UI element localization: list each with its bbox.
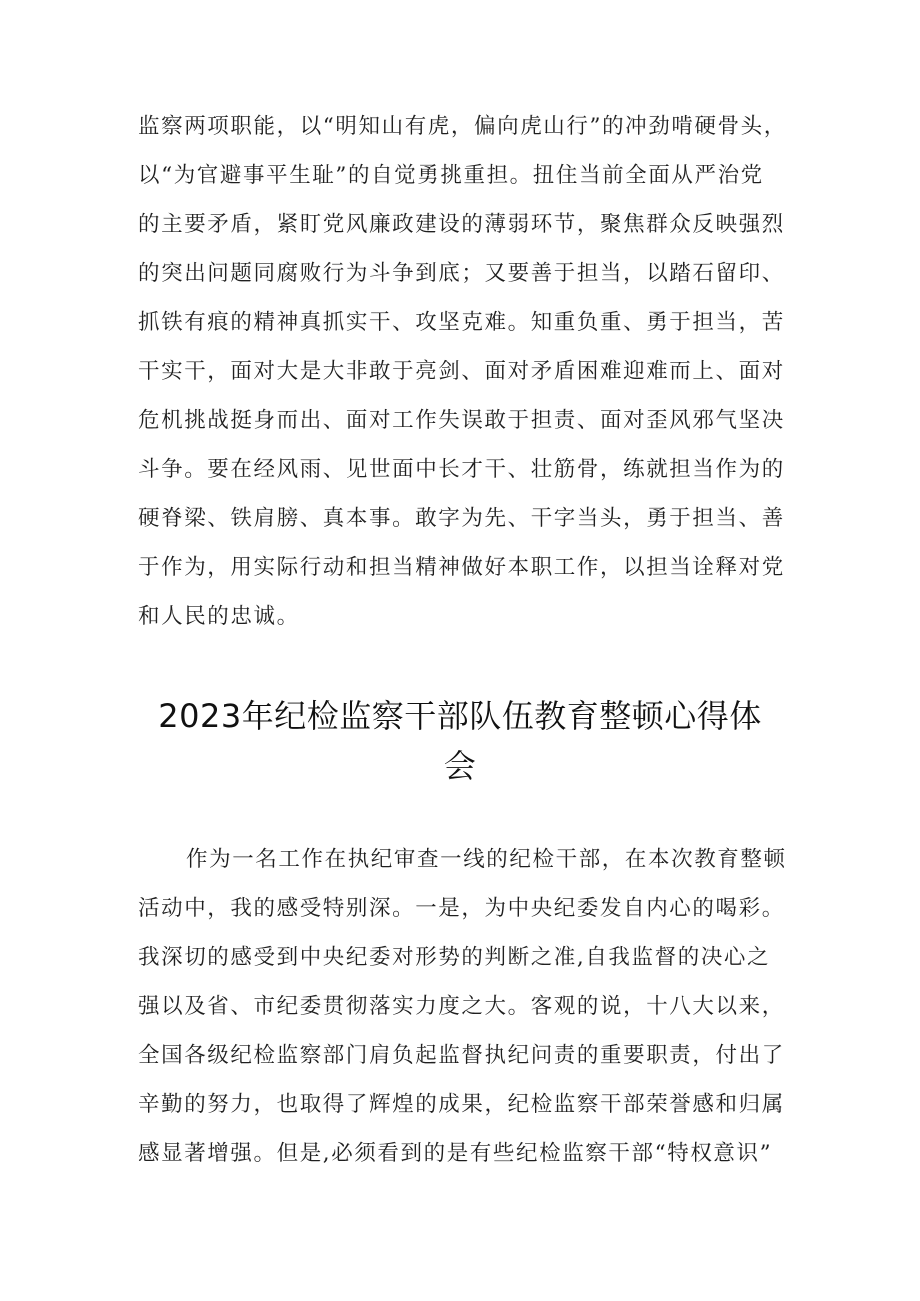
section1-line-6: 干实干，面对大是大非敢于亮剑、面对矛盾困难迎难而上、面对 [138,359,785,384]
section1-line-9: 硬脊梁、铁肩膀、真本事。敢字为先、干字当头，勇于担当、善 [138,506,785,531]
section1-line-7: 危机挑战挺身而出、面对工作失误敢于担责、面对歪风邪气坚决 [138,408,785,433]
section2-line-7: 感显著增强。但是,必须看到的是有些纪检监察干部“特权意识” [138,1141,773,1166]
section2-line-6: 辛勤的努力，也取得了辉煌的成果，纪检监察干部荣誉感和归属 [138,1092,785,1117]
section1-line-8: 斗争。要在经风雨、见世面中长才干、壮筋骨，练就担当作为的 [138,457,785,482]
section1-line-3: 的主要矛盾，紧盯党风廉政建设的薄弱环节，聚焦群众反映强烈 [138,212,785,237]
section2-line-3: 我深切的感受到中央纪委对形势的判断之准,自我监督的决心之 [138,945,771,970]
article-title-line-1: 2023年纪检监察干部队伍教育整顿心得体 [158,697,762,735]
section1-line-5: 抓铁有痕的精神真抓实干、攻坚克难。知重负重、勇于担当，苦 [138,310,785,335]
section1-line-4: 的突出问题同腐败行为斗争到底；又要善于担当，以踏石留印、 [138,261,785,286]
article-title-line-2: 会 [443,747,477,785]
section1-line-11: 和人民的忠诚。 [138,604,300,629]
section1-line-2: 以“为官避事平生耻”的自觉勇挑重担。扭住当前全面从严治党 [138,163,764,188]
section1-line-10: 于作为，用实际行动和担当精神做好本职工作，以担当诠释对党 [138,555,785,580]
section2-line-1: 作为一名工作在执纪审查一线的纪检干部，在本次教育整顿 [186,847,787,872]
section2-line-5: 全国各级纪检监察部门肩负起监督执纪问责的重要职责，付出了 [138,1043,785,1068]
section2-line-2: 活动中，我的感受特别深。一是，为中央纪委发自内心的喝彩。 [138,896,785,921]
section2-line-4: 强以及省、市纪委贯彻落实力度之大。客观的说，十八大以来， [138,994,785,1019]
section1-line-1: 监察两项职能，以“明知山有虎，偏向虎山行”的冲劲啃硬骨头， [138,114,787,139]
